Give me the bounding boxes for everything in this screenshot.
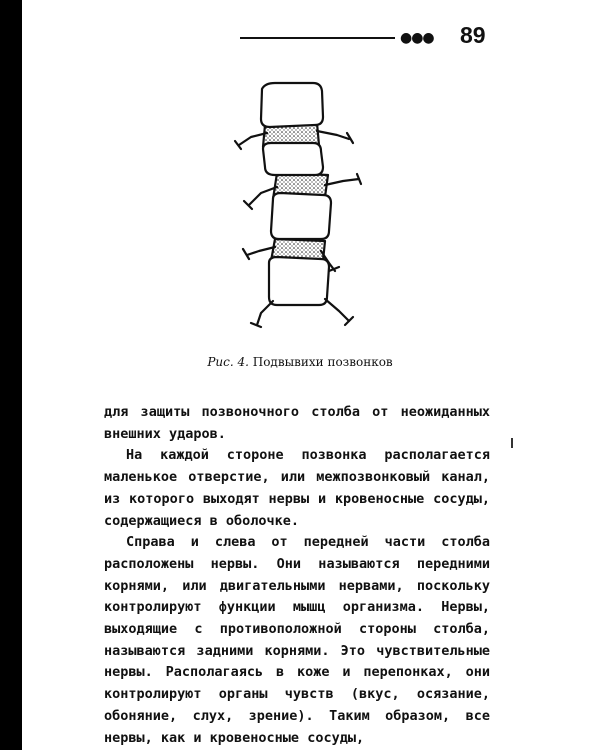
vertebra-1 <box>261 83 323 127</box>
paragraph-2: На каждой стороне позвонка располагается маленькое отверстие, или межпозвонковый канал, из которого выходят нервы и кровеносные сосуды, содержащиеся в оболочке. <box>104 447 490 529</box>
body-text <box>104 402 490 749</box>
header-rule <box>240 37 395 39</box>
scan-mark <box>511 438 513 448</box>
vertebrae-illustration <box>225 75 375 350</box>
page-header <box>0 0 600 60</box>
paragraph-1: для защиты позвоночного столба от неожиданных внешних ударов. <box>104 404 490 442</box>
figure-caption-text: Подвывихи позвонков <box>248 355 393 369</box>
vertebra-4 <box>269 257 329 305</box>
page-number: 89 <box>460 22 486 48</box>
scan-edge <box>0 0 22 750</box>
vertebra-3 <box>271 193 331 239</box>
figure-caption-label: Рис. 4. <box>207 355 249 369</box>
paragraph-3: Справа и слева от передней части столба расположены нервы. Они называются передними корнями, или двигательными нервами, поскольку контролируют функции мышц организма. Нервы, выходящие с противоположной стороны столба, называются задними корнями. Это чувствительные нервы. Располагаясь в коже и перепонках, они контролируют органы чувств (вкус, осязание, обоняние, слух, зрение). Таким образом, все нервы, как и кровеносные сосуды, <box>104 534 490 746</box>
vertebra-2 <box>263 143 323 175</box>
figure-caption <box>0 355 600 369</box>
header-dots-ornament: ●●● <box>400 30 434 46</box>
